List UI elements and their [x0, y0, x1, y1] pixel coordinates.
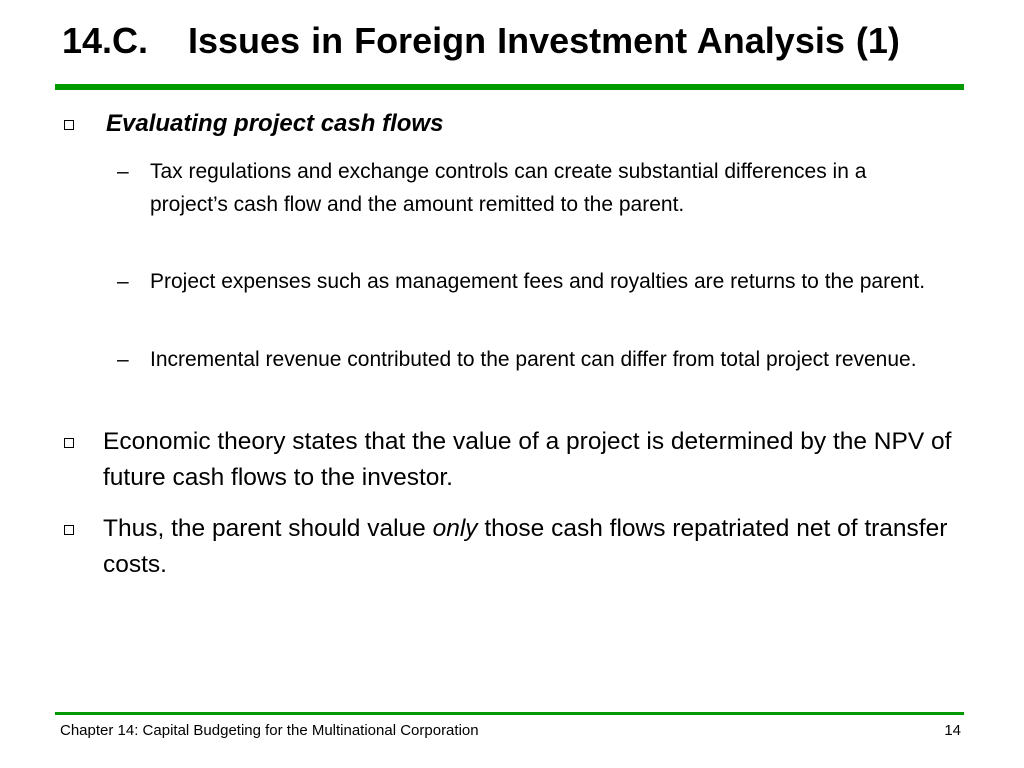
square-bullet-icon [64, 120, 74, 130]
square-bullet-icon [64, 525, 74, 535]
sub-bullet: Incremental revenue contributed to the parent can differ from total project revenue. [150, 348, 917, 371]
slide-title [62, 16, 900, 66]
bullet-heading: Evaluating project cash flows [106, 110, 444, 137]
page-number: 14 [944, 722, 961, 739]
bullet-text [103, 511, 963, 583]
dash-marker: – [117, 348, 129, 371]
sub-bullet: Tax regulations and exchange controls can create substantial differences in a project’s cash flow and the amount remitted to the parent. [150, 160, 867, 216]
sub-bullet: Project expenses such as management fees and royalties are returns to the parent. [150, 270, 926, 293]
emphasis-word: only [432, 515, 478, 542]
title-divider [55, 84, 964, 90]
footer-chapter: Chapter 14: Capital Budgeting for the Multinational Corporation [60, 722, 479, 739]
title-number: 14.C. [62, 20, 149, 61]
footer-divider [55, 712, 964, 715]
square-bullet-icon [64, 438, 74, 448]
title-text: Issues in Foreign Investment Analysis (1) [188, 20, 900, 61]
dash-marker: – [117, 160, 129, 183]
bullet-text-end: those cash flows repatriated net of transfer costs. [103, 515, 948, 578]
dash-marker: – [117, 270, 129, 293]
bullet-text: Economic theory states that the value of a project is determined by the NPV of future cash flows to the investor. [103, 428, 952, 491]
bullet-text-start: Thus, the parent should value [103, 515, 433, 542]
